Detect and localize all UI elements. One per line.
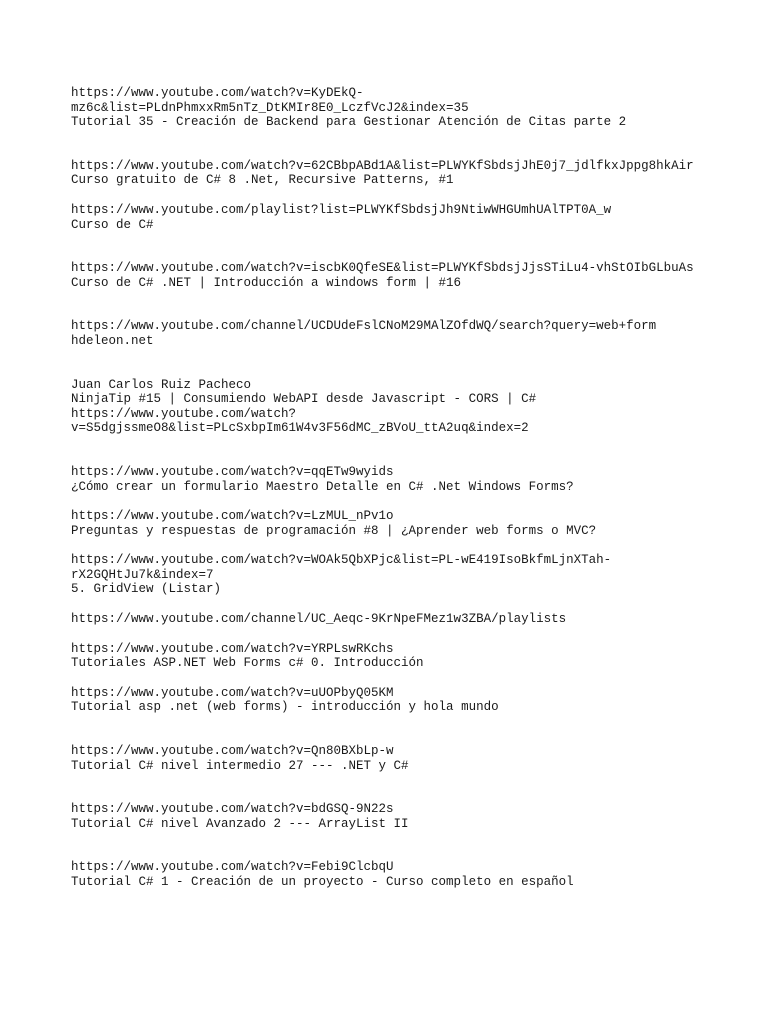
url-line: https://www.youtube.com/watch?v=iscbK0QfeSE&list=PLWYKfSbdsjJjsSTiLu4-vhStOIbGLbuAs bbox=[71, 261, 694, 276]
url-line: https://www.youtube.com/watch?v=62CBbpABd1A&list=PLWYKfSbdsjJhE0j7_jdlfkxJppg8hkAir bbox=[71, 158, 694, 173]
list-item bbox=[71, 86, 751, 130]
url-line: https://www.youtube.com/watch?v=uUOPbyQ05KM bbox=[71, 685, 394, 700]
list-item bbox=[71, 465, 751, 494]
url-line: https://www.youtube.com/playlist?list=PLWYKfSbdsjJh9NtiwWHGUmhUAlTPT0A_w bbox=[71, 202, 612, 217]
url-line: https://www.youtube.com/watch?v=Febi9ClcbqU bbox=[71, 860, 394, 875]
video-title: Curso de C# .NET | Introducción a windows form | #16 bbox=[71, 275, 462, 290]
url-line: https://www.youtube.com/watch?v=YRPLswRKchs bbox=[71, 641, 394, 656]
document-body bbox=[71, 86, 751, 890]
list-item bbox=[71, 553, 751, 597]
url-line: https://www.youtube.com/watch?v=WOAk5QbXPjc&list=PL-wE419IsoBkfmLjnXTah- bbox=[71, 553, 612, 568]
video-title: ¿Cómo crear un formulario Maestro Detalle en C# .Net Windows Forms? bbox=[71, 479, 574, 494]
url-line: https://www.youtube.com/watch? bbox=[71, 406, 297, 421]
url-line: https://www.youtube.com/channel/UCDUdeFslCNoM29MAlZOfdWQ/search?query=web+form bbox=[71, 319, 657, 334]
video-title: Tutorial asp .net (web forms) - introducción y hola mundo bbox=[71, 700, 499, 715]
video-title: Tutorial C# 1 - Creación de un proyecto - Curso completo en español bbox=[71, 875, 574, 889]
author-name: Juan Carlos Ruiz Pacheco bbox=[71, 377, 252, 392]
channel-name: hdeleon.net bbox=[71, 333, 154, 348]
list-item bbox=[71, 261, 751, 290]
list-item bbox=[71, 509, 751, 538]
video-title: Tutorial 35 - Creación de Backend para Gestionar Atención de Citas parte 2 bbox=[71, 115, 627, 130]
video-title: Curso de C# bbox=[71, 217, 154, 232]
video-title: Curso gratuito de C# 8 .Net, Recursive Patterns, #1 bbox=[71, 173, 454, 188]
url-line: https://www.youtube.com/watch?v=bdGSQ-9N22s bbox=[71, 802, 394, 817]
video-title: 5. GridView (Listar) bbox=[71, 582, 222, 597]
url-line: https://www.youtube.com/watch?v=qqETw9wyids bbox=[71, 464, 394, 479]
url-line-continued: mz6c&list=PLdnPhmxxRm5nTz_DtKMIr8E0_LczfVcJ2&index=35 bbox=[71, 100, 469, 115]
url-line: https://www.youtube.com/watch?v=KyDEkQ- bbox=[71, 86, 364, 100]
url-line-continued: rX2GQHtJu7k&index=7 bbox=[71, 567, 214, 582]
url-line: https://www.youtube.com/watch?v=LzMUL_nPv1o bbox=[71, 509, 394, 524]
list-item bbox=[71, 802, 751, 831]
video-title: NinjaTip #15 | Consumiendo WebAPI desde Javascript - CORS | C# bbox=[71, 392, 537, 407]
video-title: Tutorial C# nivel intermedio 27 --- .NET y C# bbox=[71, 758, 409, 773]
url-line: https://www.youtube.com/watch?v=Qn80BXbLp-w bbox=[71, 744, 394, 759]
list-item bbox=[71, 686, 751, 715]
list-item bbox=[71, 203, 751, 232]
video-title: Tutoriales ASP.NET Web Forms c# 0. Introducción bbox=[71, 656, 424, 671]
list-item bbox=[71, 860, 751, 889]
list-item bbox=[71, 612, 751, 627]
list-item bbox=[71, 378, 751, 436]
url-line-continued: v=S5dgjssmeO8&list=PLcSxbpIm61W4v3F56dMC_zBVoU_ttA2uq&index=2 bbox=[71, 421, 529, 436]
list-item bbox=[71, 642, 751, 671]
list-item bbox=[71, 744, 751, 773]
list-item bbox=[71, 319, 751, 348]
url-line: https://www.youtube.com/channel/UC_Aeqc-9KrNpeFMez1w3ZBA/playlists bbox=[71, 612, 567, 627]
video-title: Tutorial C# nivel Avanzado 2 --- ArrayList II bbox=[71, 816, 409, 831]
video-title: Preguntas y respuestas de programación #8 | ¿Aprender web forms o MVC? bbox=[71, 523, 597, 538]
list-item bbox=[71, 159, 751, 188]
